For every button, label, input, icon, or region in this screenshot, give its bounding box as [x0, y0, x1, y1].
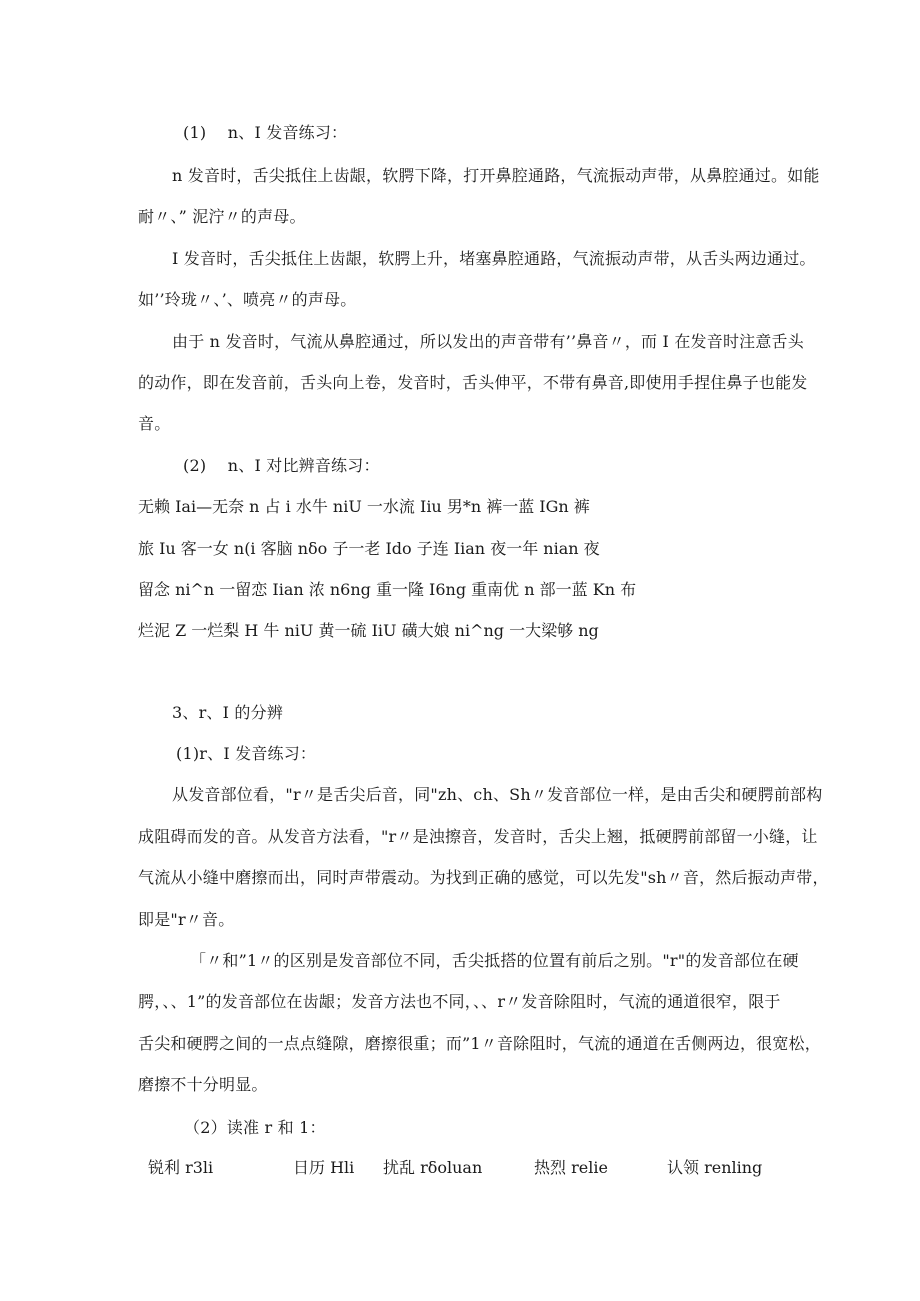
drill-row: 烂泥 Z 一烂梨 H 牛 niU 黄一硫 IiU 磺大娘 ni^ng 一大梁够 ng [138, 621, 599, 640]
paragraph-r-line-4: 即是"r〃音。 [138, 910, 235, 929]
paragraph-l-line-2: 如’’玲珑〃、’、喷亮〃的声母。 [138, 290, 357, 309]
paragraph-difference-line-4: 磨擦不十分明显。 [138, 1075, 268, 1094]
word-pair: 锐利 r3li [148, 1158, 214, 1177]
word-pair: 热烈 relie [534, 1158, 608, 1177]
paragraph-difference-line-2: 腭，、、1”的发音部位在齿龈；发音方法也不同，、、r〃发音除阻时，气流的通道很窄，限于 [138, 992, 781, 1011]
drill-row: 旅 Iu 客一女 n(i 客脑 nδo 子一老 Ido 子连 Iian 夜一年 nian 夜 [138, 539, 600, 558]
subsection-heading-r-l-practice: (1)r、I 发音练习： [176, 744, 317, 763]
section-heading-n-l-practice: (1) n、I 发音练习： [183, 123, 348, 142]
drill-row: 无赖 Iai—无奈 n 占 i 水牛 niU 一水流 Iiu 男*n 裤一蓝 IGn 裤 [138, 497, 590, 516]
paragraph-r-line-1: 从发音部位看，"r〃是舌尖后音，同"zh、ch、Sh〃发音部位一样，是由舌尖和硬腭前部构 [172, 785, 823, 804]
paragraph-r-line-3: 气流从小缝中磨擦而出，同时声带震动。为找到正确的感觉，可以先发"sh〃音，然后振动声带， [138, 868, 829, 887]
paragraph-l-line-1: I 发音时，舌尖抵住上齿龈，软腭上升，堵塞鼻腔通路，气流振动声带，从舌头两边通过。 [172, 249, 816, 268]
paragraph-n-line-1: n 发音时，舌尖抵住上齿龈，软腭下降，打开鼻腔通路，气流振动声带，从鼻腔通过。如能 [172, 166, 820, 185]
paragraph-n-line-2: 耐〃、” 泥泞〃的声母。 [138, 207, 306, 226]
section-heading-r-l: 3、r、I 的分辨 [172, 703, 284, 722]
word-pair: 扰乱 rδoluan [383, 1158, 483, 1177]
paragraph-nasal-line-3: 音。 [138, 414, 171, 433]
section-heading-contrast-drill: (2) n、I 对比辨音练习： [183, 456, 380, 475]
drill-row: 留念 ni^n 一留恋 Iian 浓 n6ng 重一隆 I6ng 重南优 n 部一蓝 Kn 布 [138, 580, 637, 599]
paragraph-difference-line-3: 舌尖和硬腭之间的一点点缝隙，磨擦很重；而”1〃音除阻时，气流的通道在舌侧两边，很宽松， [138, 1034, 821, 1053]
paragraph-difference-line-1: 「〃和”1〃的区别是发音部位不同，舌尖抵搭的位置有前后之别。"r"的发音部位在硬 [190, 951, 799, 970]
word-pair: 认领 renling [667, 1158, 763, 1177]
section-heading-read-r-l: （2）读准 r 和 1： [184, 1118, 326, 1137]
paragraph-r-line-2: 成阻碍而发的音。从发音方法看，"r〃是浊擦音，发音时，舌尖上翘，抵硬腭前部留一小缝，让 [138, 827, 818, 846]
paragraph-nasal-line-1: 由于 n 发音时，气流从鼻腔通过，所以发出的声音带有’’鼻音〃，而 I 在发音时注意舌头 [172, 332, 804, 351]
paragraph-nasal-line-2: 的动作，即在发音前，舌头向上卷，发音时，舌头伸平，不带有鼻音,即使用手捏住鼻子也能发 [138, 373, 808, 392]
word-pair: 日历 Hli [293, 1158, 355, 1177]
